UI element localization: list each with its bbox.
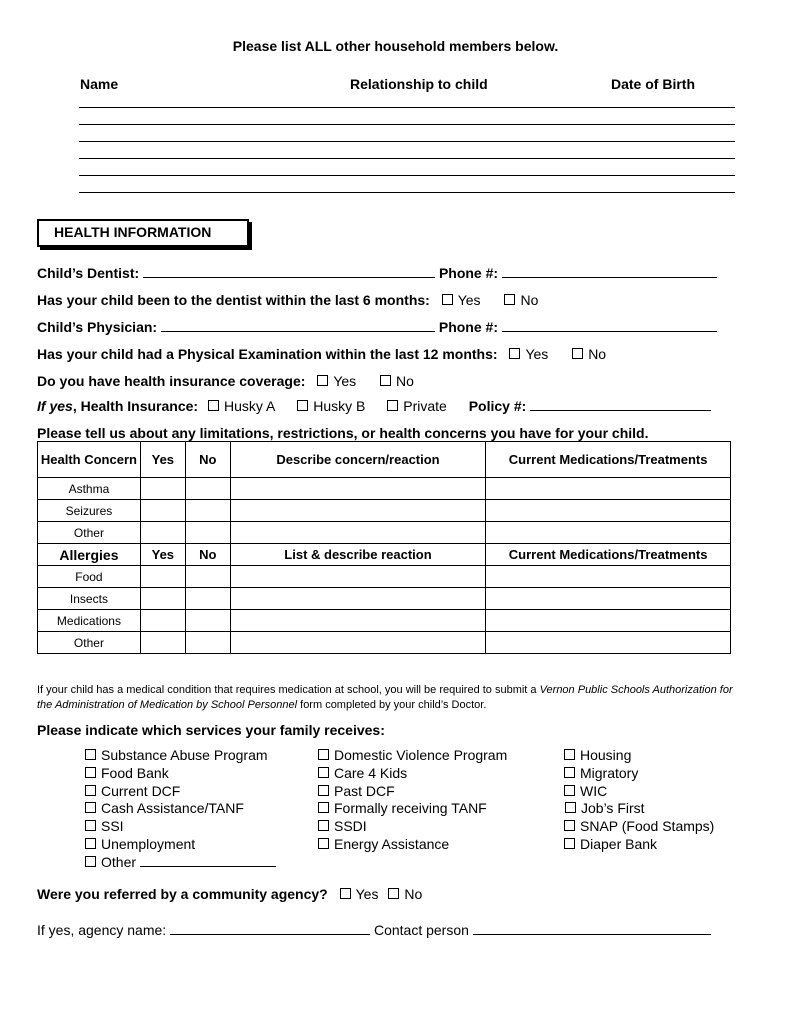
concerns-prompt: Please tell us about any limitations, restrictions, or health concerns you have for your child. [37,425,649,441]
col-name-header: Name [80,76,119,92]
cell-input[interactable] [140,500,185,522]
service-item[interactable]: Energy Assistance [318,836,449,852]
household-line-2[interactable] [79,124,735,125]
insurance-question: Do you have health insurance coverage: [37,373,306,389]
policy-field[interactable] [530,398,711,411]
insurance-label: , Health Insurance: [72,398,199,414]
if-yes-prefix: If yes [37,398,73,414]
checkbox-icon[interactable] [564,767,575,778]
header-health-concern: Health Concern [38,442,141,478]
insurance-no-label: No [396,373,414,389]
table-row [38,588,731,610]
service-item[interactable]: Unemployment [85,836,195,852]
service-item[interactable]: SSI [85,818,124,834]
physical-question: Has your child had a Physical Examination within the last 12 months: [37,346,498,362]
husky-a-checkbox[interactable] [208,400,219,411]
checkbox-icon[interactable] [85,856,96,867]
cell-input[interactable] [140,610,185,632]
services-prompt: Please indicate which services your family receives: [37,722,385,738]
service-item[interactable]: Current DCF [85,783,180,799]
insurance-yes-checkbox[interactable] [317,375,328,386]
cell-input[interactable] [230,522,486,544]
insurance-row [37,373,414,389]
checkbox-icon[interactable] [564,820,575,831]
household-line-3[interactable] [79,141,735,142]
cell-input[interactable] [486,632,731,654]
checkbox-icon[interactable] [85,767,96,778]
cell-input[interactable] [230,500,486,522]
header-describe: Describe concern/reaction [230,442,486,478]
cell-input[interactable] [486,500,731,522]
husky-b-checkbox[interactable] [297,400,308,411]
cell-input[interactable] [486,566,731,588]
header-no: No [185,442,230,478]
service-item[interactable]: Formally receiving TANF [318,800,487,816]
referral-no-label: No [404,886,423,902]
checkbox-icon[interactable] [318,838,329,849]
cell-input[interactable] [486,610,731,632]
table-row [38,500,731,522]
physician-phone-field[interactable] [502,319,717,332]
service-item[interactable]: Housing [564,747,631,763]
dentist-visit-row [37,292,538,308]
table-row [38,610,731,632]
service-item[interactable]: Diaper Bank [564,836,657,852]
service-item[interactable]: Job’s First [565,800,645,816]
private-label: Private [403,398,447,414]
referral-row [37,886,422,902]
private-checkbox[interactable] [387,400,398,411]
service-item[interactable]: Care 4 Kids [318,765,407,781]
service-item[interactable]: Domestic Violence Program [318,747,507,763]
service-item[interactable]: Past DCF [318,783,395,799]
cell-input[interactable] [140,588,185,610]
checkbox-icon[interactable] [318,820,329,831]
service-item-other[interactable]: Other [85,854,276,870]
husky-a-label: Husky A [223,398,276,414]
header-yes: Yes [140,544,185,566]
checkbox-icon[interactable] [564,749,575,760]
header-medications: Current Medications/Treatments [486,442,731,478]
service-item[interactable]: WIC [564,783,607,799]
cell-input[interactable] [185,588,230,610]
table-row [38,632,731,654]
dentist-yes-label: Yes [457,292,481,308]
checkbox-icon[interactable] [318,785,329,796]
cell-input[interactable] [230,478,486,500]
header-allergies: Allergies [38,544,141,566]
physician-row [37,319,717,335]
table-header-row [38,442,731,478]
cell-input[interactable] [140,478,185,500]
husky-b-label: Husky B [313,398,366,414]
dentist-visit-question: Has your child been to the dentist within the last 6 months: [37,292,430,308]
row-label-asthma: Asthma [38,478,141,500]
household-heading: Please list ALL other household members below. [232,38,559,54]
agency-row [37,922,711,938]
checkbox-icon[interactable] [318,749,329,760]
policy-label: Policy #: [468,398,527,414]
header-medications: Current Medications/Treatments [486,544,731,566]
cell-input[interactable] [486,588,731,610]
col-dob-header: Date of Birth [611,76,695,92]
authorization-form-name: Vernon Public Schools Authorization for the Administration of Medication by School Personnel [37,684,733,711]
row-label-other-allergy: Other [38,632,141,654]
referral-yes-checkbox[interactable] [340,888,351,899]
checkbox-icon[interactable] [85,749,96,760]
insurance-yes-label: Yes [333,373,357,389]
checkbox-icon[interactable] [564,838,575,849]
dentist-phone-field[interactable] [502,265,717,278]
service-item[interactable]: SSDI [318,818,367,834]
cell-input[interactable] [486,478,731,500]
other-service-field[interactable] [140,854,276,867]
referral-yes-label: Yes [355,886,379,902]
checkbox-icon[interactable] [564,785,575,796]
dentist-row [37,265,717,281]
cell-input[interactable] [230,632,486,654]
dentist-field[interactable] [143,265,435,278]
cell-input[interactable] [230,610,486,632]
health-concern-table [37,441,731,654]
contact-person-field[interactable] [473,922,711,935]
cell-input[interactable] [140,522,185,544]
household-line-4[interactable] [79,158,735,159]
physical-no-label: No [588,346,607,362]
household-line-1[interactable] [79,107,735,108]
cell-input[interactable] [486,522,731,544]
physical-yes-checkbox[interactable] [509,348,520,359]
cell-input[interactable] [185,522,230,544]
header-yes: Yes [140,442,185,478]
agency-label: If yes, agency name: [37,922,167,938]
cell-input[interactable] [185,500,230,522]
physician-field[interactable] [161,319,435,332]
header-list-reaction: List & describe reaction [230,544,486,566]
referral-question: Were you referred by a community agency? [37,886,328,902]
dentist-label: Child’s Dentist: [37,265,140,281]
physical-yes-label: Yes [525,346,549,362]
cell-input[interactable] [230,566,486,588]
service-item[interactable]: Food Bank [85,765,169,781]
physical-no-checkbox[interactable] [572,348,583,359]
checkbox-icon[interactable] [85,802,96,813]
checkbox-icon[interactable] [318,802,329,813]
physician-label: Child’s Physician: [37,319,158,335]
cell-input[interactable] [140,632,185,654]
household-line-6[interactable] [79,192,735,193]
contact-person-label: Contact person [373,922,469,938]
row-label-food: Food [38,566,141,588]
agency-name-field[interactable] [170,922,370,935]
row-label-medications: Medications [38,610,141,632]
service-item[interactable]: Cash Assistance/TANF [85,800,244,816]
cell-input[interactable] [230,588,486,610]
household-line-5[interactable] [79,175,735,176]
checkbox-icon[interactable] [85,785,96,796]
insurance-type-row [37,398,711,414]
row-label-insects: Insects [38,588,141,610]
col-relationship-header: Relationship to child [350,76,488,92]
dentist-no-checkbox[interactable] [504,294,515,305]
service-item[interactable]: Substance Abuse Program [85,747,268,763]
dentist-no-label: No [520,292,539,308]
dentist-phone-label: Phone #: [438,265,499,281]
cell-input[interactable] [185,632,230,654]
cell-input[interactable] [185,566,230,588]
physician-phone-label: Phone #: [438,319,498,335]
row-label-seizures: Seizures [38,500,141,522]
medication-note: If your child has a medical condition that requires medication at school, you will be required to submit a Vernon Public Schools Authorization for the Administration of Medication by School Personnel form completed by your child’s Doctor. [37,684,733,711]
header-no: No [185,544,230,566]
table-row [38,522,731,544]
physical-row [37,346,606,362]
cell-input[interactable] [140,566,185,588]
table-row [38,478,731,500]
checkbox-icon[interactable] [565,802,576,813]
table-row [38,566,731,588]
referral-no-checkbox[interactable] [388,888,399,899]
insurance-no-checkbox[interactable] [380,375,391,386]
allergies-header-row [38,544,731,566]
checkbox-icon[interactable] [318,767,329,778]
cell-input[interactable] [185,610,230,632]
service-item[interactable]: Migratory [564,765,638,781]
service-item[interactable]: SNAP (Food Stamps) [564,818,714,834]
checkbox-icon[interactable] [85,838,96,849]
health-section-title: HEALTH INFORMATION [37,219,249,247]
dentist-yes-checkbox[interactable] [442,294,453,305]
checkbox-icon[interactable] [85,820,96,831]
row-label-other: Other [38,522,141,544]
cell-input[interactable] [185,478,230,500]
